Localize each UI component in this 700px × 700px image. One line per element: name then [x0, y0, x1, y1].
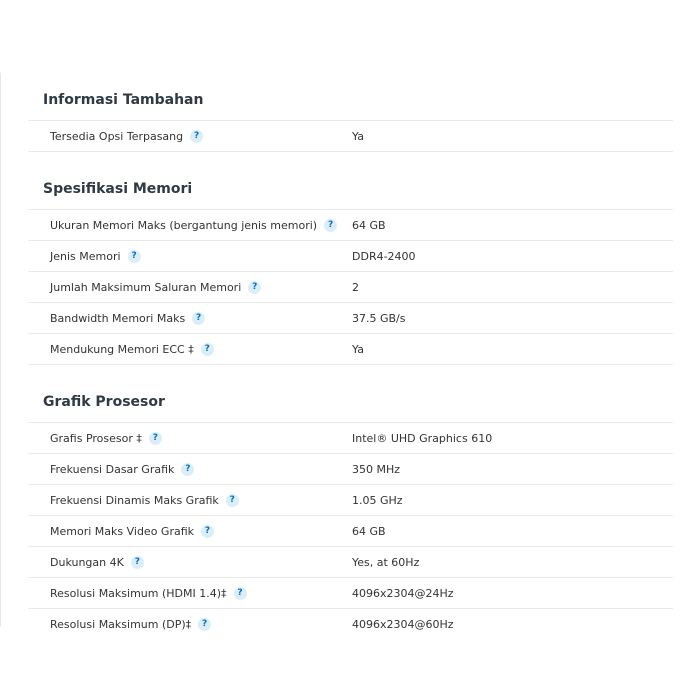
help-icon[interactable]: ? — [234, 587, 247, 600]
spec-value: Yes, at 60Hz — [352, 555, 420, 569]
spec-label: Resolusi Maksimum (DP)‡ — [50, 617, 192, 631]
help-icon[interactable]: ? — [248, 281, 261, 294]
spec-label-cell — [28, 281, 330, 294]
spec-label-cell — [28, 556, 330, 569]
spec-row — [28, 454, 673, 485]
spec-label-cell — [28, 312, 330, 325]
spec-value: 64 GB — [352, 524, 386, 538]
section-title-informasi-tambahan: Informasi Tambahan — [43, 92, 204, 108]
spec-label: Dukungan 4K — [50, 555, 124, 569]
spec-row — [28, 334, 673, 365]
spec-label-cell — [28, 343, 330, 356]
spec-label: Resolusi Maksimum (HDMI 1.4)‡ — [50, 586, 227, 600]
spec-label: Memori Maks Video Grafik — [50, 524, 195, 538]
spec-value: 2 — [352, 280, 359, 294]
spec-row — [28, 241, 673, 272]
section-title-grafik-prosesor: Grafik Prosesor — [43, 394, 165, 410]
spec-row — [28, 485, 673, 516]
spec-label-cell — [28, 618, 330, 631]
spec-label: Frekuensi Dasar Grafik — [50, 462, 175, 476]
spec-label: Jumlah Maksimum Saluran Memori — [50, 280, 242, 294]
spec-label-cell — [28, 432, 330, 445]
help-icon[interactable]: ? — [192, 312, 205, 325]
spec-row — [28, 423, 673, 454]
spec-label: Frekuensi Dinamis Maks Grafik — [50, 493, 219, 507]
spec-label-cell — [28, 250, 330, 263]
spec-row — [28, 547, 673, 578]
spec-value: 4096x2304@24Hz — [352, 586, 454, 600]
spec-row — [28, 516, 673, 547]
spec-label-cell — [28, 218, 334, 232]
spec-label: Ukuran Memori Maks (bergantung jenis memori) — [50, 218, 318, 232]
spec-value: 64 GB — [352, 218, 386, 232]
spec-row — [28, 609, 673, 639]
help-icon[interactable]: ? — [149, 432, 162, 445]
help-icon[interactable]: ? — [201, 343, 214, 356]
spec-row — [28, 272, 673, 303]
spec-container — [28, 80, 673, 639]
help-icon[interactable]: ? — [128, 250, 141, 263]
spec-label: Bandwidth Memori Maks — [50, 311, 186, 325]
spec-label-cell — [28, 525, 330, 538]
help-icon[interactable]: ? — [226, 494, 239, 507]
section-title-spesifikasi-memori: Spesifikasi Memori — [43, 181, 193, 197]
spec-row — [28, 121, 673, 152]
spec-value: 4096x2304@60Hz — [352, 617, 454, 631]
help-icon[interactable]: ? — [190, 130, 203, 143]
spec-label-cell — [28, 494, 330, 507]
spec-label-cell — [28, 463, 330, 476]
spec-value: 37.5 GB/s — [352, 311, 406, 325]
spec-value: DDR4-2400 — [352, 249, 416, 263]
left-divider — [0, 73, 1, 626]
spec-row — [28, 578, 673, 609]
spec-value: 1.05 GHz — [352, 493, 403, 507]
help-icon[interactable]: ? — [324, 219, 337, 232]
spec-list-informasi-tambahan — [28, 120, 673, 152]
spec-label: Jenis Memori — [50, 249, 121, 263]
spec-label-cell — [28, 587, 330, 600]
help-icon[interactable]: ? — [198, 618, 211, 631]
spec-row — [28, 303, 673, 334]
spec-row — [28, 210, 673, 241]
spec-label-cell — [28, 130, 330, 143]
section-gap — [28, 152, 673, 169]
spec-label: Tersedia Opsi Terpasang — [50, 129, 184, 143]
section-gap — [28, 365, 673, 382]
spec-label: Mendukung Memori ECC ‡ — [50, 342, 194, 356]
help-icon[interactable]: ? — [201, 525, 214, 538]
spec-list-spesifikasi-memori — [28, 209, 673, 365]
spec-value: Ya — [352, 129, 364, 143]
spec-list-grafik-prosesor — [28, 422, 673, 639]
spec-value: 350 MHz — [352, 462, 401, 476]
spec-value: Intel® UHD Graphics 610 — [352, 431, 493, 445]
help-icon[interactable]: ? — [181, 463, 194, 476]
help-icon[interactable]: ? — [131, 556, 144, 569]
spec-label: Grafis Prosesor ‡ — [50, 431, 142, 445]
spec-value: Ya — [352, 342, 364, 356]
